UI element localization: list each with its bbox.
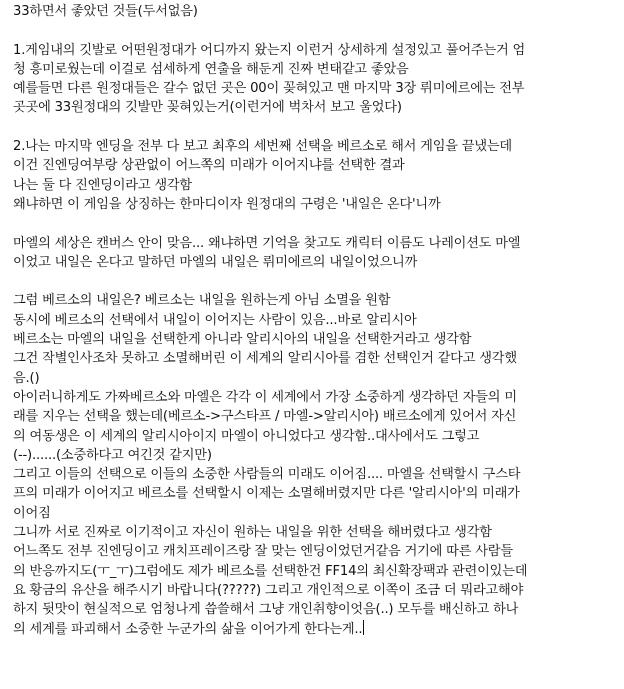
text-line: 동시에 베르소의 선택에서 내일이 이어지는 사람이 있음...바로 알리시아 [13, 312, 417, 328]
text-line: 음.() [13, 370, 40, 386]
text-line: 아이러니하게도 가짜베르소와 마엘은 각각 이 세계에서 가장 소중하게 생각하던 자들의 미 [13, 389, 517, 405]
text-line: (--)......(소중하다고 여긴것 같지만) [13, 447, 212, 463]
paragraph-1 [13, 41, 620, 118]
text-line: 2.나는 마지막 엔딩을 전부 다 보고 최후의 세번째 선택을 베르소로 해서 게임을 끝냈는데 [13, 139, 512, 155]
text-line: 이었고 내일은 온다고 말하던 마엘의 내일은 뤼미에르의 내일이었으니까 [13, 254, 418, 270]
text-line: 예를들면 다른 원정대들은 갈수 없던 곳은 00이 꽂혀있고 맨 마지막 3장 뤼미에르에는 전부 [13, 81, 525, 97]
text-line: 나는 둘 다 진엔딩이라고 생각함 [13, 177, 192, 193]
text-line: 하지 뒷맛이 현실적으로 엄청나게 씁쓸해서 그냥 개인취향이엇음(..) 모두를 배신하고 하나 [13, 602, 519, 618]
text-line: 래를 지우는 선택을 했는데(베르소->구스타프 / 마엘->알리시아) 배르소에게 있어서 자신 [13, 409, 517, 425]
blank-line [13, 272, 620, 291]
text-line: 곳곳에 33원정대의 깃발만 꽂혀있는거(이런거에 벅차서 보고 울었다) [13, 100, 402, 116]
text-line-content: 의 세계를 파괴해서 소중한 누군가의 삶을 이어가게 한다는게.. [13, 621, 363, 637]
text-line: 마엘의 세상은 캔버스 안이 맞음... 왜냐하면 기억을 찾고도 캐릭터 이름도 나레이션도 마엘 [13, 235, 521, 251]
paragraph-2 [13, 137, 620, 214]
text-line: 그리고 이들의 선택으로 이들의 소중한 사람들의 미래도 이어짐.... 마엘을 선택할시 구스타 [13, 467, 521, 483]
text-line: 그니까 서로 진짜로 이기적이고 자신이 원하는 내일을 위한 선택을 해버렸다고 생각함 [13, 525, 492, 541]
document-title: 33하면서 좋았던 것들(두서없음) [13, 4, 198, 19]
text-line: 청 흥미로웠는데 이걸로 섬세하게 연출을 해둔게 진짜 변태같고 좋았음 [13, 61, 409, 77]
text-line: 그건 작별인사조차 못하고 소멸해버린 이 세계의 알리시아를 겸한 선택인거 같다고 생각했 [13, 351, 517, 367]
blank-line [13, 214, 620, 233]
text-line: 어느쪽도 전부 진엔딩이고 캐치프레이즈랑 잘 맞는 엔딩이었던거같음 거기에 따른 사람들 [13, 544, 513, 560]
blank-line [13, 21, 620, 40]
text-line: 프의 미래가 이어지고 베르소를 선택할시 이제는 소멸해버렸지만 다른 '알리시아'의 미래가 [13, 486, 520, 502]
text-line: 의 여동생은 이 세계의 알리시아이지 마엘이 아니었다고 생각함..대사에서도 그렇고 [13, 428, 480, 444]
text-line: 그럼 베르소의 내일은? 베르소는 내일을 원하는게 아님 소멸을 원함 [13, 293, 391, 309]
text-line: 베르소는 마엘의 내일을 선택한게 아니라 알리시아의 내일을 선택한거라고 생각함 [13, 332, 472, 348]
paragraph-4 [13, 291, 620, 638]
paragraph-3 [13, 234, 620, 273]
text-line: 왜냐하면 이 게임을 상징하는 한마디이자 원정대의 구령은 '내일은 온다'니까 [13, 196, 441, 212]
text-cursor [363, 620, 364, 635]
text-line: 1.게임내의 깃발로 어떤원정대가 어디까지 왔는지 이런거 상세하게 설정있고 풀어주는거 엄 [13, 42, 526, 58]
text-line: 이어짐 [13, 505, 51, 521]
text-line: 이건 진엔딩여부랑 상관없이 어느쪽의 미래가 이어지냐를 선택한 결과 [13, 158, 405, 174]
text-line: 의 반응까지도(ㅜ_ㅜ)그럼에도 제가 베르소를 선택한건 FF14의 최신확장팩과 관련이있는데 [13, 563, 528, 579]
text-line: 요 황금의 유산을 해주시기 바랍니다(?????) 그리고 개인적으로 이쪽이 조금 더 뭐라고해야 [13, 582, 524, 598]
blank-line [13, 118, 620, 137]
last-text-line [13, 620, 620, 639]
